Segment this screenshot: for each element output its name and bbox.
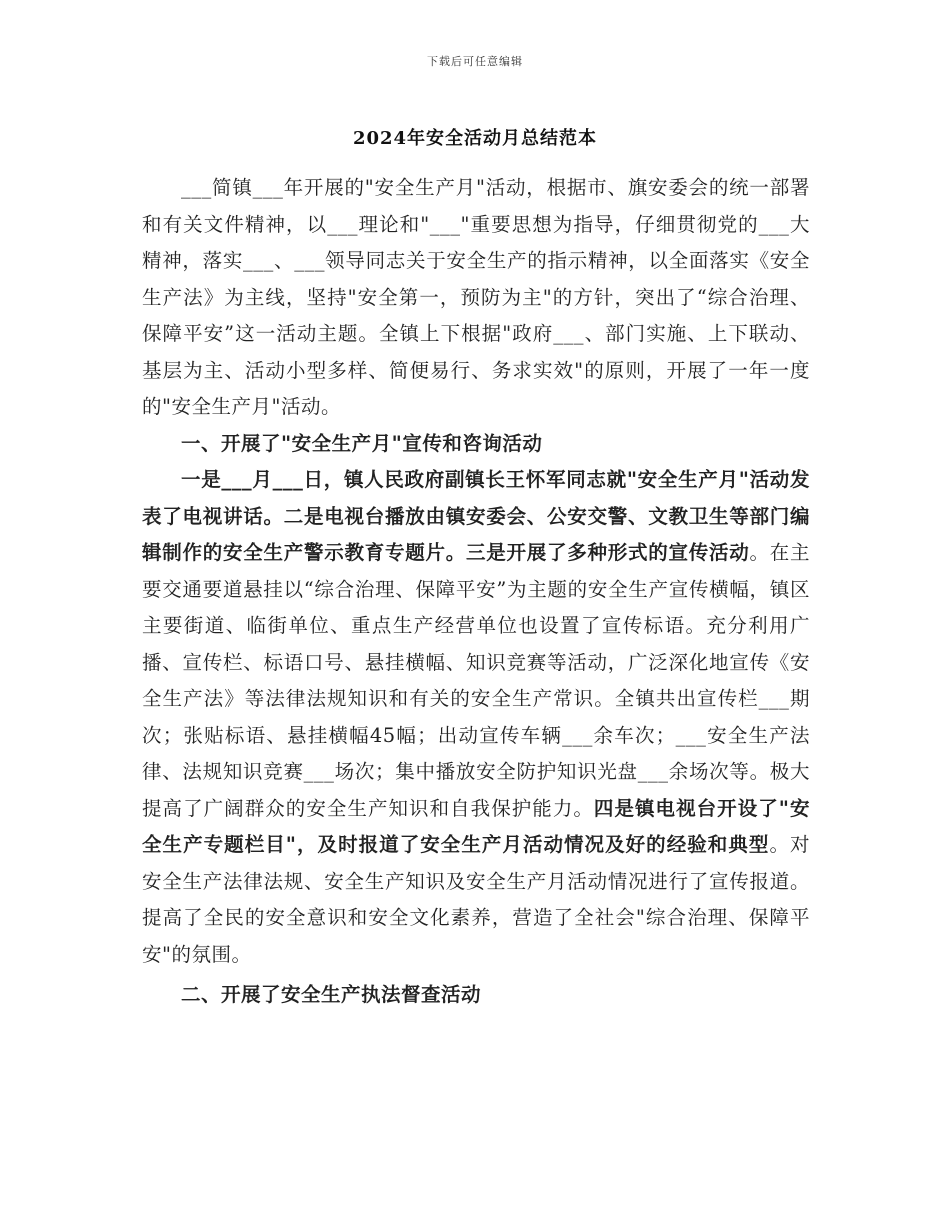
paragraph-intro: ___简镇___年开展的"安全生产月"活动，根据市、旗安委会的统一部署和有关文件精神，以___理论和"___"重要思想为指导，仔细贯彻党的___大精神，落实___、___领导同志关于安全生产的指示精神，以全面落实《安全生产法》为主线，坚持"安全第一，预防为主"的方针，突出了“综合治理、保障平安”这一活动主题。全镇上下根据"政府___、部门实施、上下联动、基层为主、活动小型多样、简便易行、务求实效"的原则，开展了一年一度的"安全生产月"活动。	[142, 176, 810, 418]
page-header: 下载后可任意编辑	[427, 55, 523, 68]
paragraph-section-1	[142, 462, 810, 973]
normal-text-2: 。对安全生产法律法规、安全生产知识及安全生产月活动情况进行了宣传报道。提高了全民的安全意识和安全文化素养，营造了全社会"综合治理、保障平安"的氛围。	[142, 833, 810, 966]
normal-text-1: 。在主要交通要道悬挂以“综合治理、保障平安”为主题的安全生产宣传横幅，镇区主要街道、临街单位、重点生产经营单位也设置了宣传标语。充分利用广播、宣传栏、标语口号、悬挂横幅、知识竞赛等活动，广泛深化地宣传《安全生产法》等法律法规知识和有关的安全生产常识。全镇共出宣传栏___期次；张贴标语、悬挂横幅45幅；出动宣传车辆___余车次；___安全生产法律、法规知识竞赛___场次；集中播放安全防护知识光盘___余场次等。极大提高了广阔群众的安全生产知识和自我保护能力。	[142, 541, 810, 820]
document-body	[142, 170, 810, 1014]
bold-text-2: 四是镇电视台开设了"安全生产专题栏目"，及时报道了安全生产月活动情况及好的经验和典型	[142, 796, 810, 856]
section-heading-2: 二、开展了安全生产执法督查活动	[181, 983, 482, 1006]
document-title: 2024年安全活动月总结范本	[352, 128, 598, 149]
section-heading-1: 一、开展了"安全生产月"宣传和咨询活动	[181, 431, 543, 455]
bold-text-1: 一是___月___日，镇人民政府副镇长王怀军同志就"安全生产月"活动发表了电视讲话。二是电视台播放由镇安委会、公安交警、文教卫生等部门编辑制作的安全生产警示教育专题片。三是开展了多种形式的宣传活动	[142, 468, 810, 564]
